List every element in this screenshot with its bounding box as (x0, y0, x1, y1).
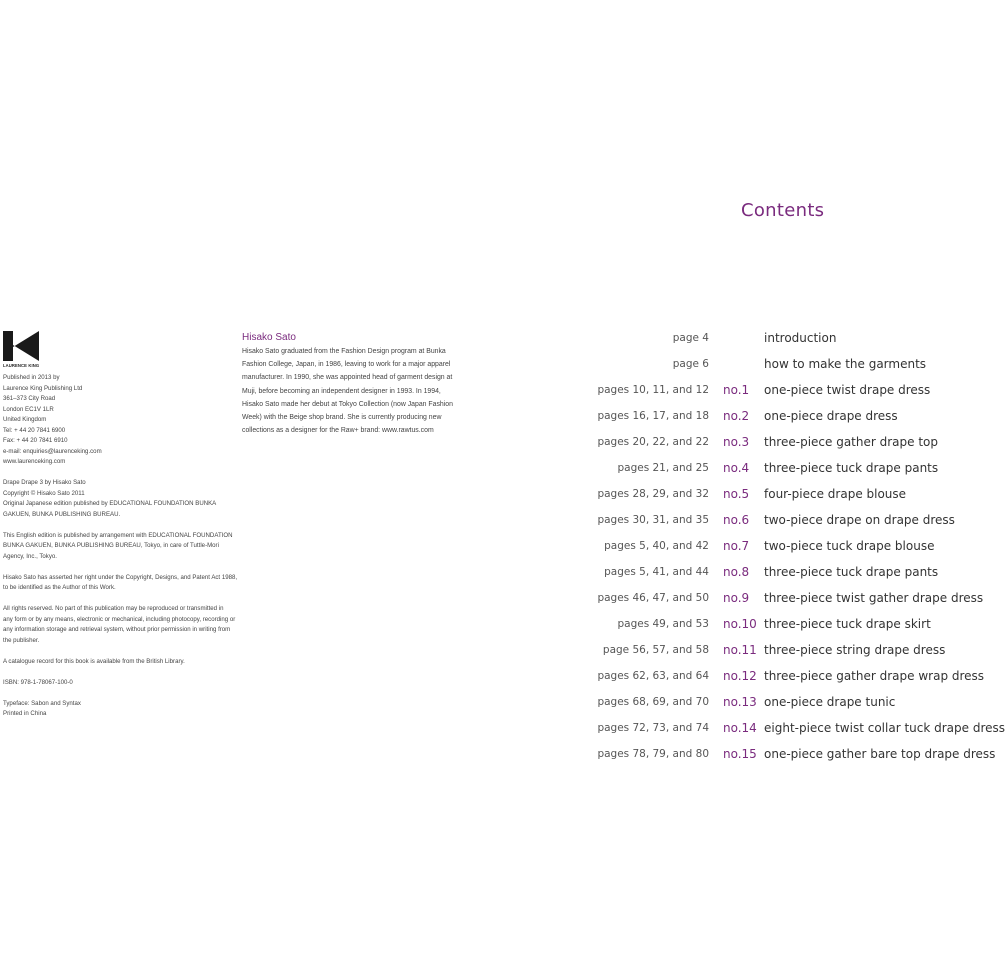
toc-page-ref: pages 5, 41, and 44 (604, 566, 709, 578)
imprint-line: Copyright © Hisako Sato 2011 (3, 489, 85, 497)
toc-item-title: one-piece drape tunic (764, 695, 896, 709)
toc-page-ref: pages 30, 31, and 35 (597, 514, 709, 526)
toc-page-ref: page 56, 57, and 58 (602, 644, 709, 656)
imprint-line: Typeface: Sabon and Syntax (3, 699, 81, 707)
imprint-line: GAKUEN, BUNKA PUBLISHING BUREAU. (3, 510, 121, 518)
toc-item-title: three-piece tuck drape skirt (764, 617, 931, 631)
imprint-line: Fax: + 44 20 7841 6910 (3, 437, 68, 444)
toc-page-ref: pages 72, 73, and 74 (597, 722, 709, 734)
imprint-line: Printed in China (3, 710, 47, 717)
logo-label: LAURENCE KING (3, 363, 40, 368)
toc-page-ref: page 6 (672, 358, 709, 370)
imprint-line: All rights reserved. No part of this publication may be reproduced or transmitted in (3, 605, 224, 612)
toc-entry[interactable] (0, 356, 969, 372)
imprint-line: This English edition is published by arrangement with EDUCATIONAL FOUNDATION (3, 531, 233, 539)
toc-item-number: no.5 (723, 487, 750, 501)
toc-entry[interactable] (0, 616, 969, 632)
toc-item-number: no.14 (723, 721, 757, 735)
toc-entry[interactable] (0, 564, 969, 580)
bio-line: manufacturer. In 1990, she was appointed head of garment design at (242, 374, 453, 382)
toc-page-ref: pages 21, and 25 (617, 462, 709, 474)
toc-page-ref: pages 5, 40, and 42 (604, 540, 709, 552)
toc-item-number: no.3 (723, 435, 750, 449)
toc-item-number: no.8 (723, 565, 750, 579)
toc-item-title: three-piece tuck drape pants (764, 461, 939, 475)
toc-item-number: no.11 (723, 643, 757, 657)
toc-item-number: no.12 (723, 669, 757, 683)
toc-item-number: no.9 (723, 591, 750, 605)
toc-item-number: no.1 (723, 383, 750, 397)
toc-item-title: three-piece gather drape top (764, 435, 938, 449)
toc-entry[interactable] (0, 694, 969, 710)
imprint-line: BUNKA GAKUEN, BUNKA PUBLISHING BUREAU, Tokyo, in care of Tuttle-Mori (3, 542, 219, 549)
toc-page-ref: pages 10, 11, and 12 (597, 384, 709, 396)
imprint-line: United Kingdom (3, 416, 47, 423)
toc-entry[interactable] (0, 382, 969, 398)
toc-entry[interactable] (0, 330, 969, 346)
imprint-paragraph (3, 657, 231, 668)
toc-page-ref: pages 46, 47, and 50 (597, 592, 709, 604)
toc-item-title: one-piece twist drape dress (764, 383, 931, 397)
imprint-line: Agency, Inc., Tokyo. (3, 552, 57, 560)
toc-item-title: three-piece gather drape wrap dress (764, 669, 985, 683)
toc-page-ref: pages 68, 69, and 70 (597, 696, 709, 708)
bio-line: Hisako Sato made her debut at Tokyo Collection (now Japan Fashion (242, 400, 453, 408)
toc-entry[interactable] (0, 720, 1005, 736)
imprint-line: ISBN: 978-1-78067-100-0 (3, 678, 73, 686)
toc-entry[interactable] (0, 746, 996, 762)
toc-item-number: no.4 (723, 461, 750, 475)
bio-line: collections as a designer for the Raw+ brand: www.rawtus.com (242, 427, 434, 435)
toc-item-title: three-piece tuck drape pants (764, 565, 939, 579)
toc-page-ref: pages 28, 29, and 32 (597, 488, 709, 500)
imprint-line: any form or by any means, electronic or mechanical, including photocopy, recording or (3, 615, 236, 623)
toc-item-number: no.15 (723, 747, 757, 761)
toc-item-number: no.13 (723, 695, 757, 709)
toc-item-title: three-piece string drape dress (764, 643, 946, 657)
imprint-line: London EC1V 1LR (3, 405, 54, 413)
toc-page-ref: pages 16, 17, and 18 (597, 410, 709, 422)
toc-entry[interactable] (0, 408, 969, 424)
imprint-line: the publisher. (3, 636, 40, 644)
imprint-line: Drape Drape 3 by Hisako Sato (3, 479, 86, 486)
imprint-line: Laurence King Publishing Ltd (3, 384, 83, 392)
toc-item-title: two-piece tuck drape blouse (764, 539, 935, 553)
toc-entry[interactable] (0, 460, 969, 476)
toc-item-title: how to make the garments (764, 357, 927, 371)
toc-entry[interactable] (0, 668, 985, 684)
contents-heading: Contents (741, 200, 825, 221)
toc-item-title: four-piece drape blouse (764, 487, 907, 501)
bio-line: Muji, before becoming an independent designer in 1993. In 1994, (242, 387, 441, 395)
toc-item-title: two-piece drape on drape dress (764, 513, 955, 527)
toc-item-number: no.6 (723, 513, 750, 527)
imprint-line: Original Japanese edition published by EDUCATIONAL FOUNDATION BUNKA (3, 500, 217, 507)
toc-page-ref: page 4 (672, 332, 709, 344)
toc-entry[interactable] (0, 434, 969, 450)
toc-item-title: introduction (764, 331, 837, 345)
imprint-line: Tel: + 44 20 7841 6900 (3, 426, 66, 434)
toc-item-title: three-piece twist gather drape dress (764, 591, 984, 605)
imprint-line: Hisako Sato has asserted her right under the Copyright, Designs, and Patent Act 1988, (3, 573, 238, 581)
toc-entry[interactable] (0, 512, 969, 528)
toc-entry[interactable] (0, 590, 984, 606)
toc-page-ref: pages 78, 79, and 80 (597, 748, 709, 760)
toc-item-title: eight-piece twist collar tuck drape dress (764, 721, 1005, 735)
author-name: Hisako Sato (242, 332, 296, 343)
toc-entry[interactable] (0, 486, 969, 502)
bio-line: Fashion College, Japan, in 1986, leaving to work for a major apparel (242, 361, 451, 369)
bio-line: Hisako Sato graduated from the Fashion Design program at Bunka (242, 348, 446, 355)
toc-entry[interactable] (0, 538, 969, 554)
imprint-line: to be identified as the Author of this Work. (3, 584, 116, 591)
imprint-line: A catalogue record for this book is available from the British Library. (3, 657, 185, 665)
toc-item-number: no.10 (723, 617, 757, 631)
imprint-line: e-mail: enquiries@laurenceking.com (3, 447, 102, 455)
imprint-line: www.laurenceking.com (3, 458, 66, 465)
imprint-line: Published in 2013 by (3, 374, 60, 381)
toc-item-number: no.7 (723, 539, 750, 553)
toc-item-number: no.2 (723, 409, 750, 423)
bio-line: Week) with the Beige shop brand. She is currently producing new (242, 414, 442, 422)
toc-entry[interactable] (0, 642, 969, 658)
imprint-line: 361–373 City Road (3, 395, 56, 402)
toc-item-title: one-piece gather bare top drape dress (764, 747, 996, 761)
toc-page-ref: pages 62, 63, and 64 (597, 670, 709, 682)
toc-item-title: one-piece drape dress (764, 409, 898, 423)
toc-page-ref: pages 20, 22, and 22 (597, 436, 709, 448)
toc-page-ref: pages 49, and 53 (617, 618, 709, 630)
imprint-line: any information storage and retrieval system, without prior permission in writing from (3, 626, 231, 633)
